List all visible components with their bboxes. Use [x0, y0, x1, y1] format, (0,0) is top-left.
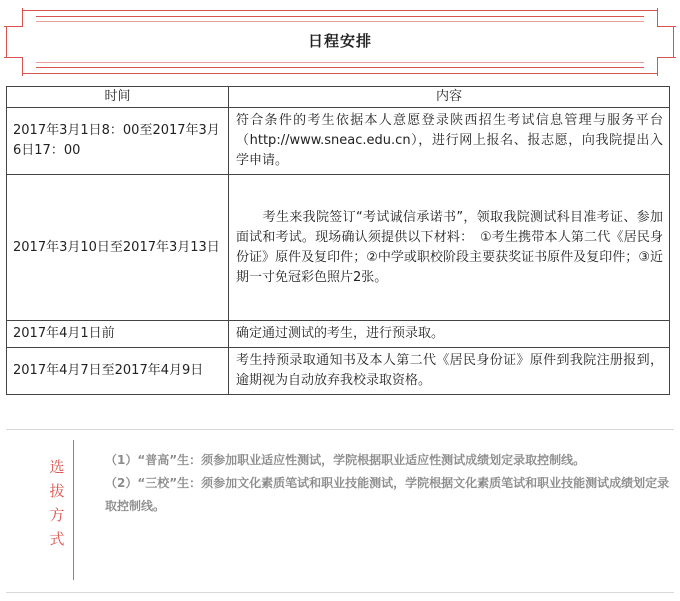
- table-row: [7, 348, 670, 395]
- banner-corner: [657, 8, 676, 27]
- row-content: 考生来我院签订“考试诚信承诺书”，领取我院测试科目准考证、参加面试和考试。现场确认须提供以下材料： ①考生携带本人第二代《居民身份证》原件及复印件；②中学或职校阶段主要获奖证书原件及复印件；③近期一寸免冠彩色照片2张。: [229, 175, 670, 321]
- title-banner: [6, 10, 674, 74]
- selection-line: （1）“普高”生：须参加职业适应性测试，学院根据职业适应性测试成绩划定录取控制线。: [105, 453, 586, 467]
- section-divider: [6, 429, 674, 430]
- table-row: [7, 321, 670, 348]
- banner-corner: [4, 57, 23, 76]
- banner-corner: [657, 57, 676, 76]
- vertical-divider: [73, 440, 74, 580]
- label-char: 选: [49, 458, 65, 476]
- selection-method-label: [45, 455, 69, 551]
- label-char: 式: [49, 530, 65, 548]
- row-content: 考生持预录取通知书及本人第二代《居民身份证》原件到我院注册报到，逾期视为自动放弃我校录取资格。: [229, 348, 670, 395]
- row-time: 2017年3月1日8：00至2017年3月6日17：00: [7, 108, 229, 175]
- table-row: [7, 175, 670, 321]
- table-row: [7, 108, 670, 175]
- row-time: 2017年4月1日前: [7, 321, 229, 348]
- banner-corner: [4, 8, 23, 27]
- row-time: 2017年3月10日至2017年3月13日: [7, 175, 229, 321]
- row-time: 2017年4月7日至2017年4月9日: [7, 348, 229, 395]
- selection-method-text: [105, 449, 675, 518]
- page-title: 日程安排: [307, 32, 372, 50]
- label-char: 方: [49, 506, 65, 524]
- selection-line: （2）“三校”生：须参加文化素质笔试和职业技能测试，学院根据文化素质笔试和职业技能测试成绩划定录取控制线。: [105, 476, 670, 513]
- row-content: 符合条件的考生依据本人意愿登录陕西招生考试信息管理与服务平台（http://www.sneac.edu.cn），进行网上报名、报志愿，向我院提出入学申请。: [229, 108, 670, 175]
- header-time: 时间: [7, 87, 229, 108]
- schedule-table: [6, 86, 670, 395]
- header-content: 内容: [229, 87, 670, 108]
- row-content: 确定通过测试的考生，进行预录取。: [229, 321, 670, 348]
- table-header-row: [7, 87, 670, 108]
- section-divider: [6, 592, 674, 593]
- label-char: 拔: [49, 482, 65, 500]
